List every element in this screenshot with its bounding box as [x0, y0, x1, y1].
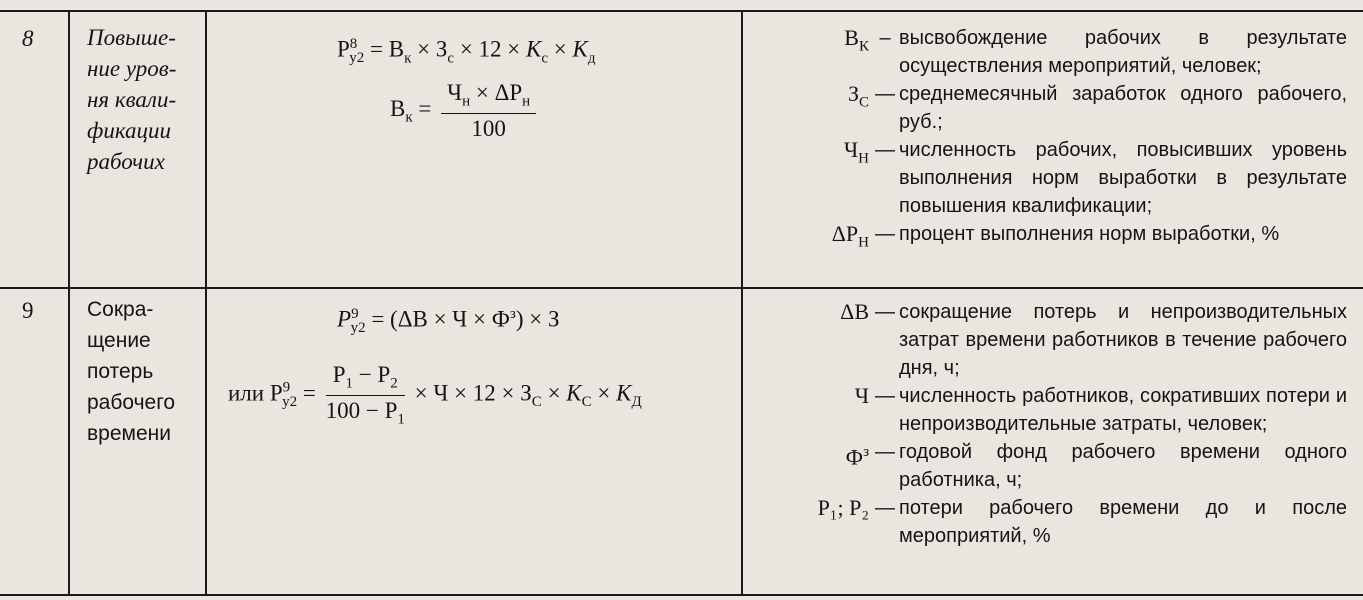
measure-name-line: рабочих: [87, 149, 165, 174]
definition-item: $\Delta P_Н$ — процент выполнения норм выработки, %: [831, 221, 1280, 251]
formula-savings-9-alt: или $P^9_{y2}$ = $\frac{P_1 - P_2}{100 - P_1}$ × $Ч \times 12 \times З_С \times K_С \times K_Д$: [228, 362, 642, 428]
row-number: 9: [22, 298, 34, 323]
formula-release-workers: $B_к$ = $\frac{Ч_н \times \Delta P_н}{100}$: [390, 80, 540, 142]
measure-name-line: Повыше-: [87, 25, 176, 50]
definitions-row-9: [747, 298, 1347, 550]
formula-savings-9: $P^9_{y2} = (\Delta B \times Ч \times Ф^з) \times З$: [337, 306, 560, 337]
definition-item: $Ч_Н$ — численность рабочих, повысивших уровень выполнения норм выработки в результате повышения квалификации;: [843, 137, 1347, 217]
measure-name-line: Сокра-: [87, 298, 154, 321]
fraction: $\frac{P_1 - P_2}{100 - P_1}$: [325, 362, 405, 428]
measure-name-line: фикации: [87, 118, 172, 143]
measure-name: [87, 294, 199, 449]
measure-name-line: времени: [87, 422, 171, 445]
fraction: $\frac{Ч_н \times \Delta P_н}{100}$: [441, 80, 536, 142]
measure-name-line: щение: [87, 329, 151, 352]
column-divider-1: [68, 10, 70, 596]
measure-name-line: рабочего: [87, 391, 176, 414]
formula-savings-8: $P^8_{y2} = B_к \times З_с \times 12 \times K_с \times K_д$: [337, 36, 596, 67]
definition-item: $Ф^з$ — годовой фонд рабочего времени одного работника, ч;: [845, 441, 1347, 491]
measure-name-line: ние уров-: [87, 56, 177, 81]
measure-name: [87, 22, 199, 177]
measure-name-line: ня квали-: [87, 87, 177, 112]
definition-item: Ч — численность работников, сокративших потери и непроизводительные затраты, человек;: [854, 383, 1347, 435]
definition-item: ΔB — сокращение потерь и непроизводительных затрат времени работников в течение рабочего дня, ч;: [840, 299, 1347, 379]
definitions-row-8: [747, 24, 1347, 256]
definition-item: $B_К$ – высвобождение рабочих в результате осуществления мероприятий, человек;: [844, 25, 1347, 77]
column-divider-2: [205, 10, 207, 596]
definition-item: $З_С$ — среднемесячный заработок одного рабочего, руб.;: [847, 81, 1347, 133]
definition-item: P₁; P₂ — потери рабочего времени до и после мероприятий, %: [817, 495, 1347, 547]
column-divider-3: [741, 10, 743, 596]
measure-name-line: потерь: [87, 360, 154, 383]
row-number: 8: [22, 26, 34, 51]
